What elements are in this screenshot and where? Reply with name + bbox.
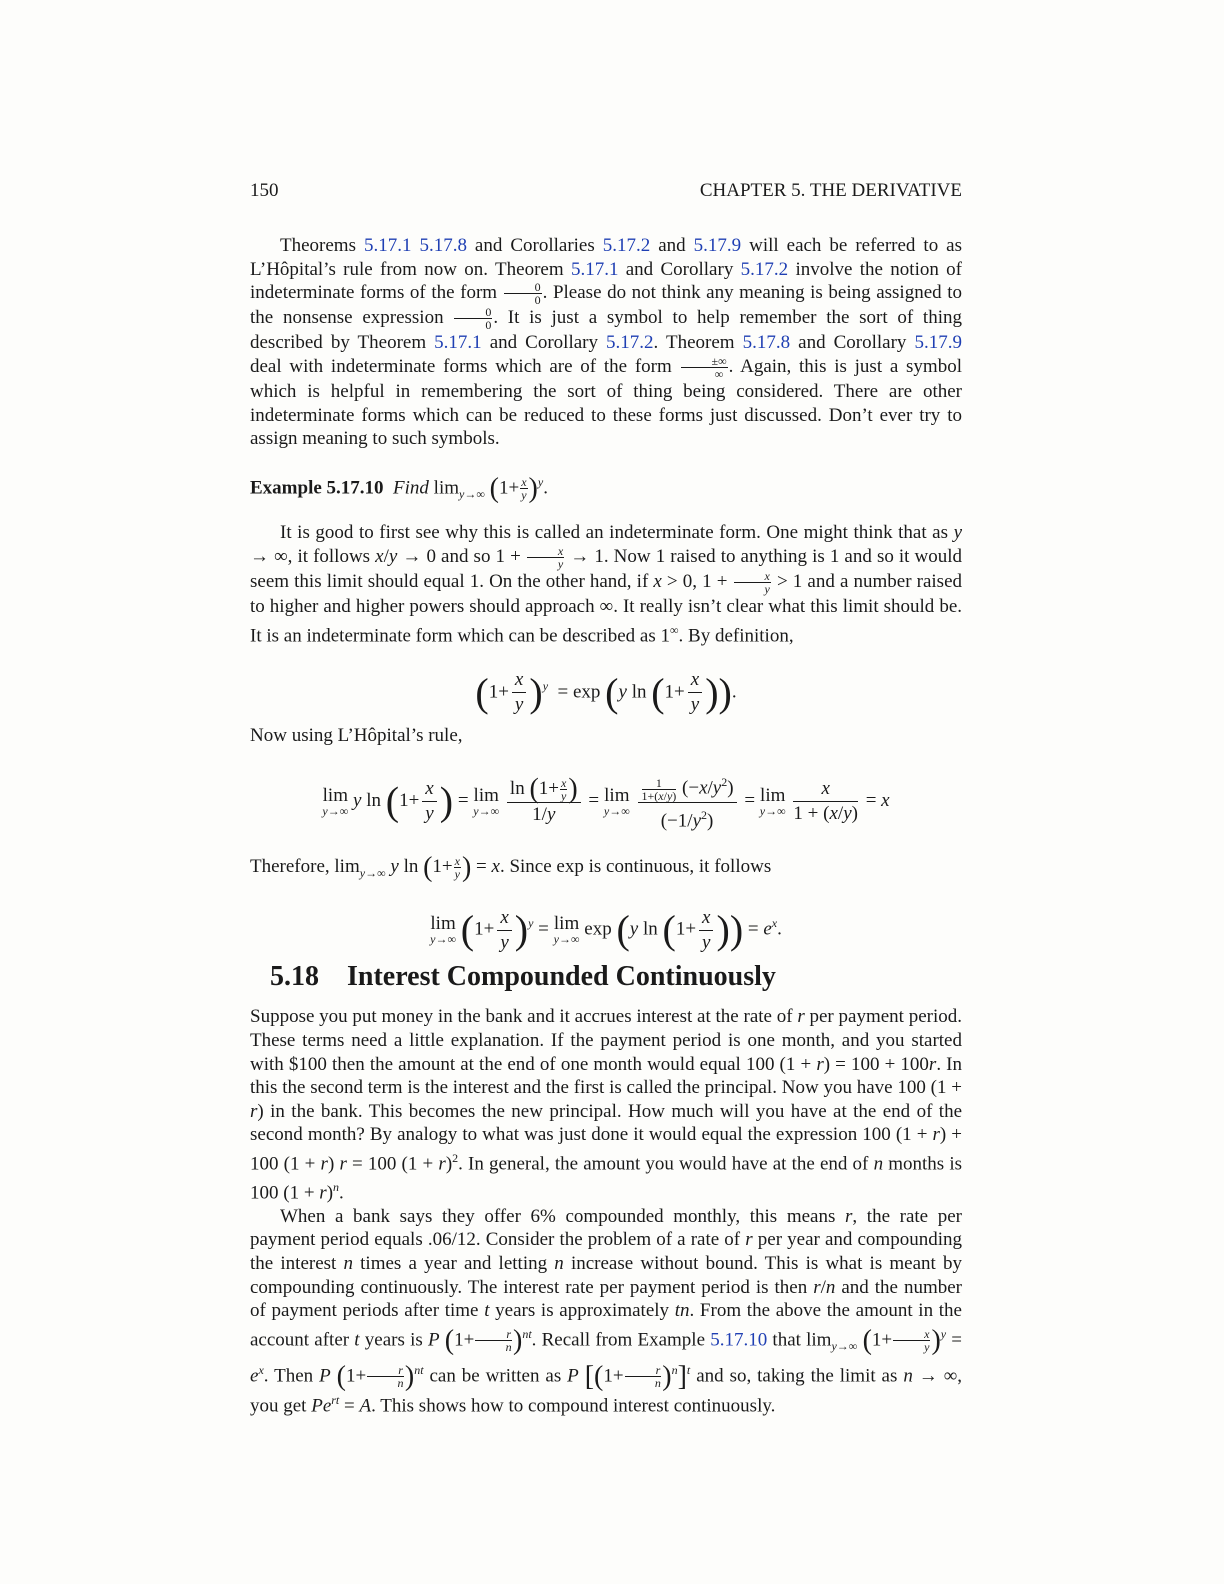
ref-theorem-5-17-1[interactable]: 5.17.1: [434, 332, 482, 354]
ref-theorem-5-17-8[interactable]: 5.17.8: [742, 332, 791, 354]
paragraph-indeterminate-explanation: It is good to first see why this is called an indeterminate form. One might think that as y → ∞, it follows x/y → 0 and so 1 + $\frac{x}{y}$ → 1. Now 1 raised to anything is 1 and so it would seem this limit should equal 1. On the other hand, if x > 0, 1 + $\frac{x}{y}$ > 1 and a number raised to higher and higher powers should approach ∞. It really isn’t clear what this limit should be. It is an indeterminate form which can be described as 1∞. By definition,: [250, 522, 963, 646]
ref-theorem-5-17-8[interactable]: 5.17.8: [419, 235, 467, 256]
equation-result: lim y→∞ (1+ $\frac{x}{y}$ )$^y$ = lim y→∞ exp (y ln (1+ $\frac{x}{y}$ )) = $e^x$.: [430, 906, 782, 953]
paragraph-lhopital-intro: Theorems 5.17.1 5.17.8 and Corollaries 5.17.2 and 5.17.9 will each be referred to as L’Hôpital’s rule from now on. Theorem 5.17.1 and Corollary 5.17.2 involve the notion of indeterminate forms of the form $\frac{0}{0}$ . Please do not think any meaning is being assigned to the nonsense expression $\frac{0}{0}$ . It is just a symbol to help remember the sort of thing described by Theorem 5.17.1 and Corollary 5.17.2. Theorem 5.17.8 and Corollary 5.17.9 deal with indeterminate forms which are of the form $\frac{\pm\infty}{\infty}$ . Again, this is just a symbol which is helpful in remembering the sort of thing being considered. There are other indeterminate forms which can be reduced to these forms just discussed. Don’t ever try to assign meaning to such symbols.: [250, 235, 962, 450]
paragraph-compounding: When a bank says they offer 6% compounded monthly, this means r, the rate per payment period equals .06/12. Consider the problem of a rate of r per year and compounding the interest n times a year and letting n increase without bound. This is what is meant by compounding continuously. The interest rate per payment period is then r/n and the number of payment periods after time t years is approximately tn. From the above the amount in the account after t years is P (1+ $\frac{r}{n}$ )$^{nt}$. Recall from Example 5.17.10 that $\lim_{y\to\infty} (1+$ $\frac{x}{y}$ )$^y = e^x$. Then P (1+ $\frac{r}{n}$ )$^{nt}$ can be written as P [(1+ $\frac{r}{n}$ )$^n$]$^t$ and so, taking the limit as n → ∞, you get $Pe^{rt} = A$. This shows how to compound interest continuously.: [250, 1205, 963, 1417]
chapter-title: CHAPTER 5. THE DERIVATIVE: [699, 180, 962, 201]
paragraph-interest-intro: Suppose you put money in the bank and it accrues interest at the rate of r per payment period. These terms need a little explanation. If the payment period is one month, and you started with $100 then the amount at the end of one month would equal 100 (1 + r) = 100 + 100r. In this the second term is the interest and the first is called the principal. Now you have 100 (1 + r) in the bank. This becomes the new principal. How much will you have at the end of the second month? By analogy to what was just done it would equal the expression 100 (1 + r) + 100 (1 + r) r = 100 $(1 + r)^2$. In general, the amount you would have at the end of n months is 100 $(1 + r)^n$.: [250, 1006, 963, 1204]
ref-corollary-5-17-2[interactable]: 5.17.2: [740, 258, 789, 280]
ref-corollary-5-17-2[interactable]: 5.17.2: [602, 235, 651, 256]
equation-definition: (1+ $\frac{x}{y}$ )$^y$ = exp (y ln (1+ $\frac{x}{y}$ )).: [475, 668, 737, 715]
ref-theorem-5-17-1[interactable]: 5.17.1: [363, 235, 412, 256]
running-header: [250, 180, 962, 210]
page: [250, 180, 962, 1418]
fraction-inf-over-inf: $\frac{\pm\infty}{\infty}$: [681, 355, 728, 380]
ref-corollary-5-17-9[interactable]: 5.17.9: [693, 235, 742, 256]
equation-lhopital-limit: lim y→∞ y ln (1+ $\frac{x}{y}$ ) = lim y→∞ ln (1+ $\frac{x}{y}$ ) 1/y = lim y→∞ $\frac{1}{1+(x/y)}$ $(-x/y^2)$ $(-1/y^2)$ = lim y→∞ $\frac{x}{1 + (x/y)}$ = x: [250, 755, 962, 847]
section-number: 5.18: [270, 961, 319, 993]
ref-theorem-5-17-1[interactable]: 5.17.1: [570, 258, 619, 280]
section-title: Interest Compounded Continuously: [347, 961, 776, 993]
fraction-zero-over-zero: $\frac{0}{0}$: [454, 306, 492, 331]
fraction-zero-over-zero: $\frac{0}{0}$: [504, 281, 542, 306]
section-heading: [270, 961, 962, 993]
paragraph-using-lhopital: Now using L’Hôpital’s rule,: [250, 724, 463, 746]
example-find: Find: [393, 477, 429, 499]
example-heading: Example 5.17.10 Find $\lim_{y\to\infty} (1+$ $\frac{x}{y}$ )$^y$.: [250, 472, 548, 504]
ref-example-5-17-10[interactable]: 5.17.10: [710, 1329, 768, 1351]
example-label: Example 5.17.10: [250, 477, 384, 499]
ref-corollary-5-17-9[interactable]: 5.17.9: [914, 332, 962, 354]
page-number: 150: [250, 180, 279, 201]
ref-corollary-5-17-2[interactable]: 5.17.2: [606, 332, 654, 354]
paragraph-therefore: Therefore, $\lim_{y\to\infty} y$ ln (1+ $\frac{x}{y}$ ) = x. Since exp is continuous, it follows: [250, 851, 772, 883]
